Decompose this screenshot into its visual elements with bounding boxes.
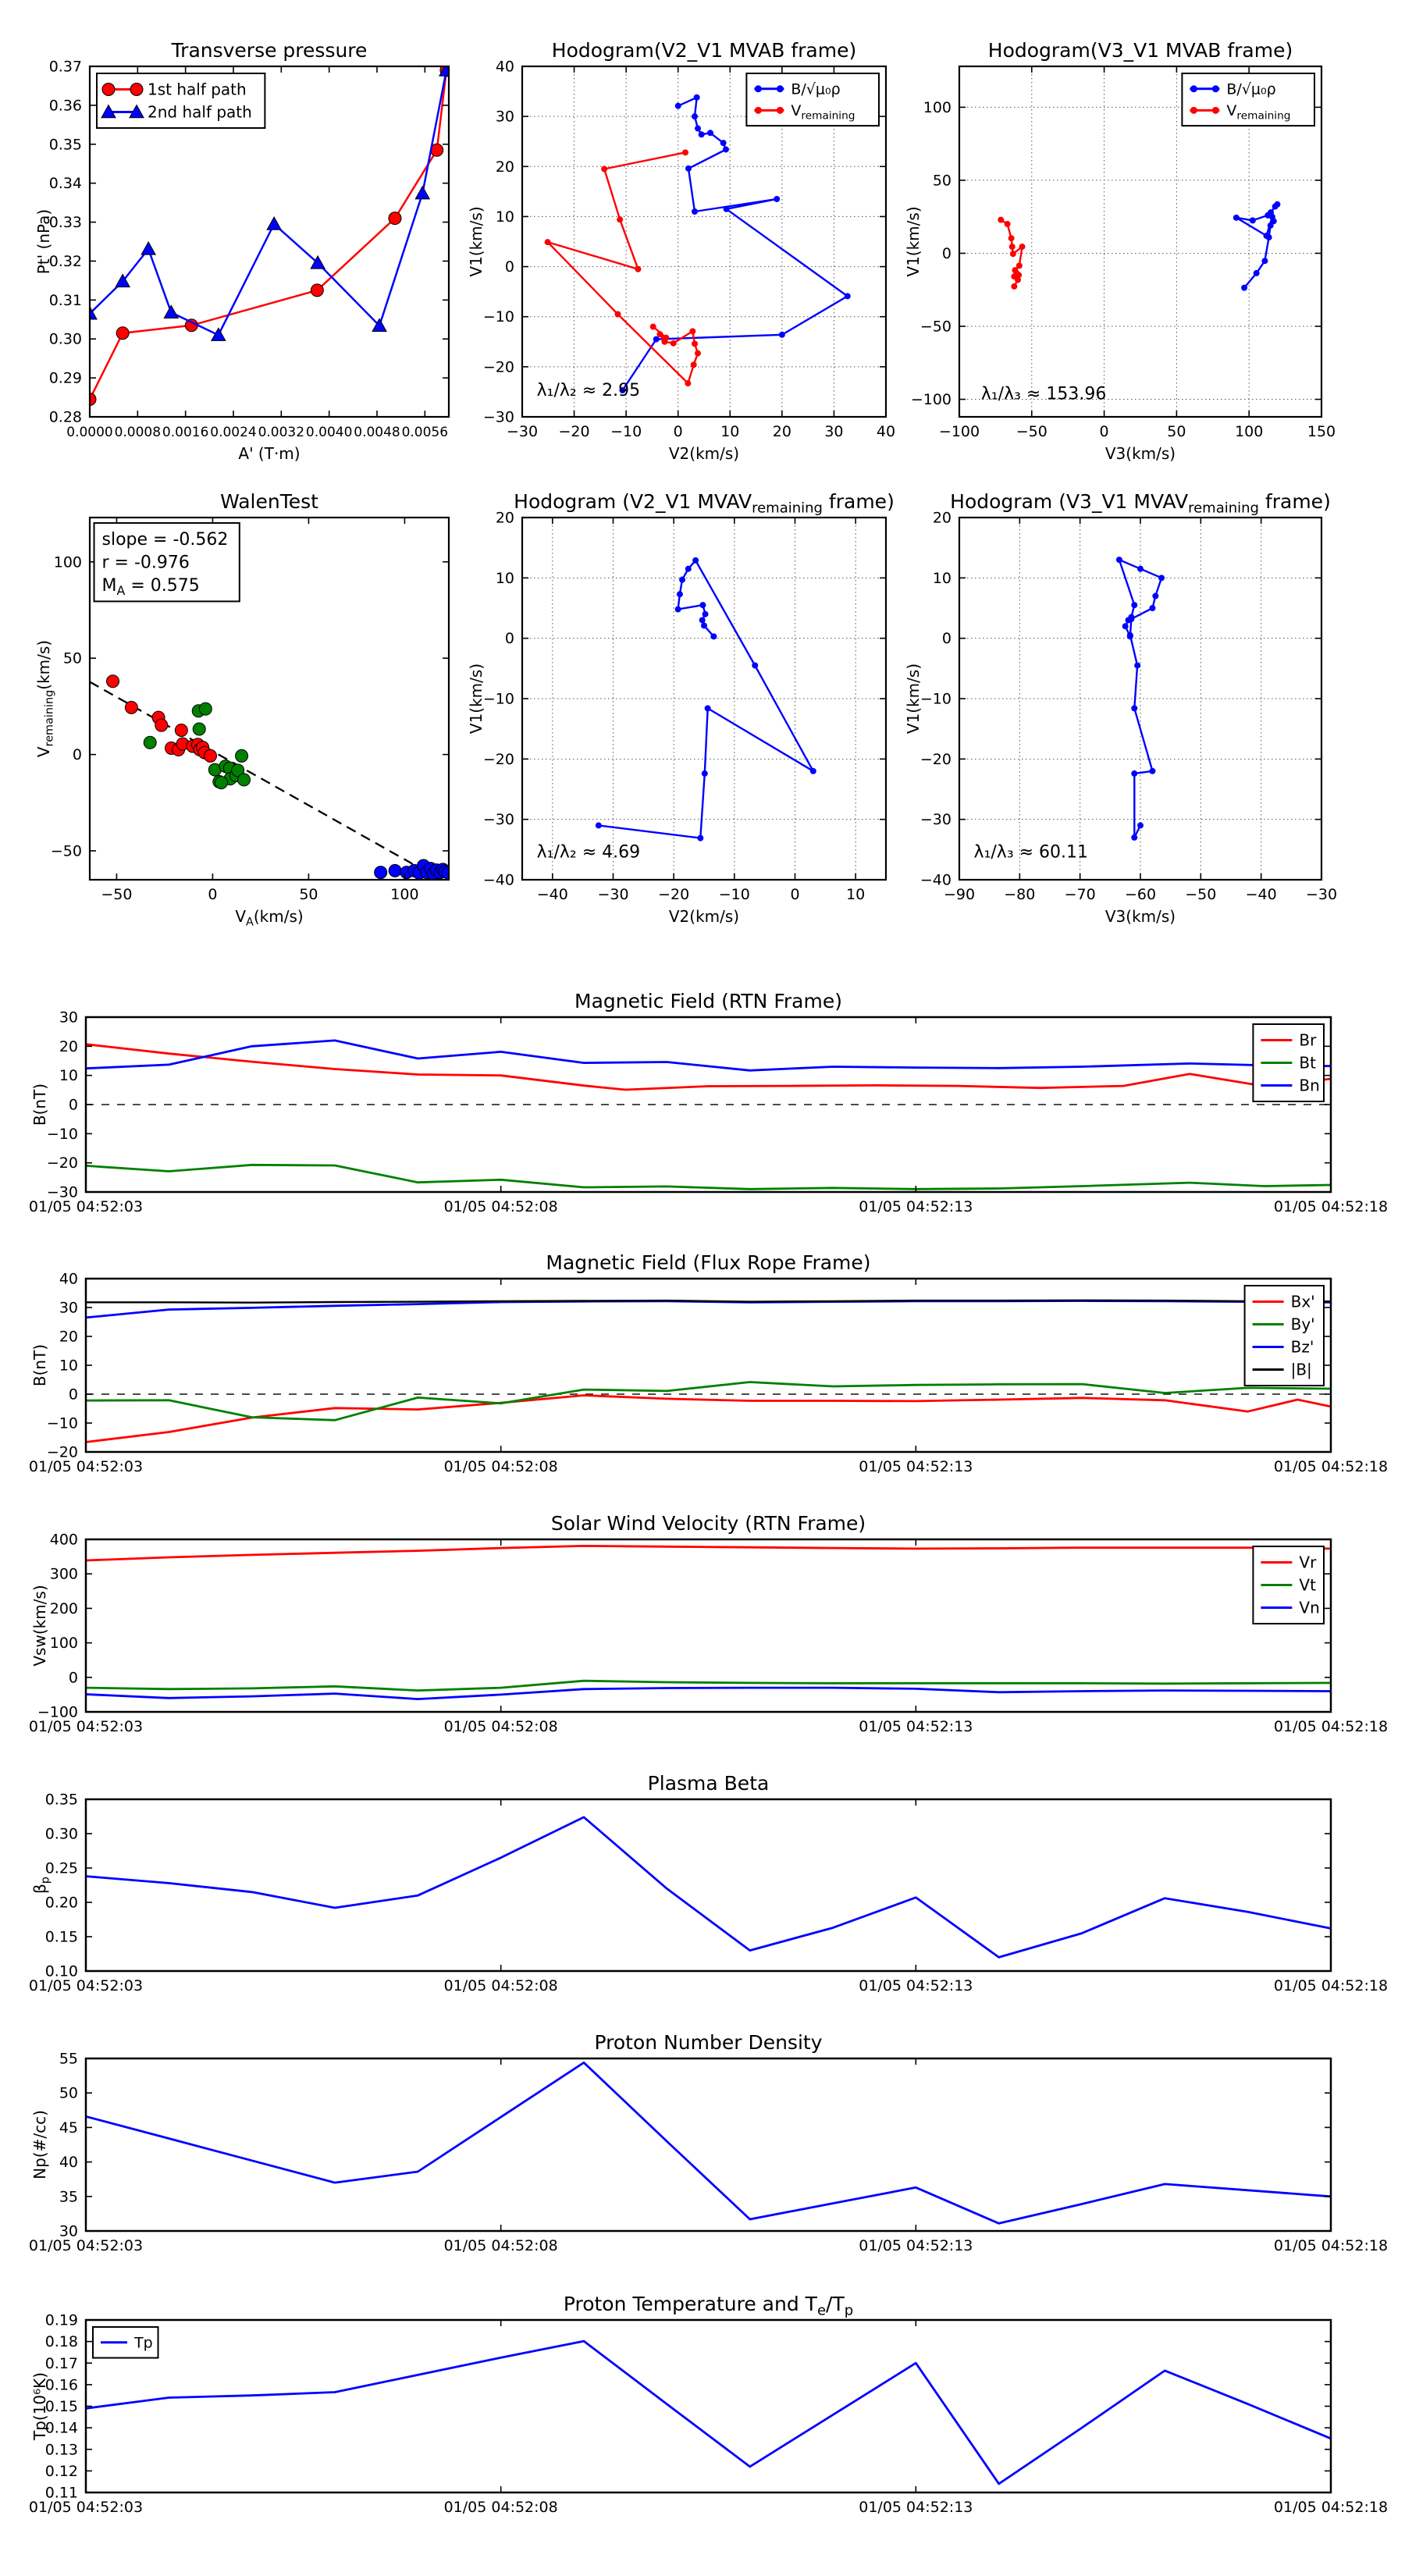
svg-text:Vremaining: $V_{remaining}$ [1226, 102, 1291, 123]
svg-text:λ₁/λ₃ ≈ 60.11: λ₁/λ₃ ≈ 60.11 [973, 842, 1089, 863]
svg-text:01/05 04:52:18: 01/05 04:52:18 [1273, 1198, 1389, 1215]
svg-text:01/05 04:52:18: 01/05 04:52:18 [1273, 1458, 1389, 1475]
svg-text:10: 10 [495, 569, 514, 587]
chart-hodogram-v2v1-mvab [464, 39, 903, 463]
svg-text:01/05 04:52:03: 01/05 04:52:03 [28, 2499, 144, 2516]
chart-title: Proton Number Density [594, 2031, 823, 2054]
y-axis-label: V1(km/s) [467, 206, 486, 277]
series-v-hodogram [596, 557, 816, 841]
svg-text:40: 40 [495, 58, 514, 76]
svg-text:0: 0 [504, 630, 514, 648]
svg-text:0.16: 0.16 [44, 2376, 78, 2394]
svg-text:−30: −30 [46, 1183, 78, 1201]
svg-text:0.0008: 0.0008 [114, 425, 162, 440]
svg-text:0: 0 [208, 886, 218, 903]
svg-text:−10: −10 [46, 1125, 78, 1143]
legend [93, 2327, 158, 2358]
svg-text:0.0000: 0.0000 [66, 425, 113, 440]
plot-area [29, 2293, 1388, 2516]
plot-area [34, 39, 454, 463]
svg-text:−10: −10 [610, 423, 642, 440]
ticks-and-labels [29, 1009, 1388, 1216]
svg-text:λ₁/λ₃ ≈ 153.96: λ₁/λ₃ ≈ 153.96 [980, 384, 1107, 404]
chart-title: Hodogram (V3_V1 $MVAV_{remaining}$ frame) [950, 490, 1331, 517]
series-container [86, 1300, 1331, 1443]
chart-title: Solar Wind Velocity (RTN Frame) [550, 1512, 866, 1535]
legend [1253, 1546, 1324, 1624]
svg-text:01/05 04:52:08: 01/05 04:52:08 [443, 1718, 558, 1735]
legend [1182, 73, 1314, 126]
chart-solar-wind-velocity [20, 1512, 1389, 1747]
svg-text:10: 10 [932, 569, 951, 587]
series-b- [1233, 201, 1281, 291]
svg-text:−20: −20 [558, 423, 590, 440]
svg-text:100: 100 [49, 1635, 78, 1653]
y-axis-label: Pt' (nPa) [34, 208, 53, 275]
plot-area [34, 490, 455, 928]
svg-text:01/05 04:52:18: 01/05 04:52:18 [1273, 1977, 1389, 1994]
plot-area [29, 990, 1388, 1215]
svg-text:01/05 04:52:18: 01/05 04:52:18 [1273, 1718, 1389, 1735]
svg-text:30: 30 [59, 1299, 78, 1317]
svg-text:Vn: Vn [1299, 1598, 1320, 1617]
chart-title: Magnetic Field (RTN Frame) [574, 990, 842, 1012]
chart-title: Hodogram (V2_V1 $MVAV_{remaining}$ frame) [514, 490, 895, 517]
y-axis-label: Vsw(km/s) [30, 1585, 49, 1667]
svg-text:0.14: 0.14 [44, 2419, 78, 2437]
svg-text:−40: −40 [482, 871, 514, 889]
svg-text:100: 100 [1235, 423, 1264, 440]
svg-text:100: 100 [53, 553, 82, 571]
svg-text:−30: −30 [919, 811, 951, 829]
svg-text:0: 0 [72, 746, 82, 764]
svg-text:01/05 04:52:13: 01/05 04:52:13 [859, 1718, 973, 1735]
y-axis-label: Np(#/cc) [30, 2110, 49, 2179]
chart-svg-vsw_rtn [20, 1512, 1389, 1747]
svg-text:01/05 04:52:08: 01/05 04:52:08 [443, 1977, 558, 1994]
svg-text:0: 0 [941, 244, 951, 262]
svg-text:01/05 04:52:08: 01/05 04:52:08 [443, 1458, 558, 1475]
svg-text:−70: −70 [1064, 886, 1096, 903]
svg-text:0.25: 0.25 [44, 1859, 78, 1877]
svg-text:50: 50 [1167, 423, 1186, 440]
svg-text:0.0016: 0.0016 [162, 425, 209, 440]
svg-text:10: 10 [59, 1357, 78, 1375]
svg-text:−20: −20 [46, 1155, 78, 1172]
svg-text:20: 20 [59, 1328, 78, 1346]
ticks-and-labels [29, 2051, 1388, 2255]
chart-svg-b_fluxrope [20, 1251, 1389, 1487]
svg-text:−50: −50 [101, 886, 133, 903]
svg-text:r = -0.976: r = -0.976 [101, 553, 190, 573]
chart-svg-walen_test [31, 490, 466, 929]
chart-title: Hodogram(V2_V1 MVAB frame) [551, 39, 857, 62]
axes-spines [86, 1539, 1331, 1712]
svg-text:Bx': Bx' [1290, 1292, 1315, 1311]
series-container [86, 2062, 1331, 2223]
svg-text:−40: −40 [1245, 886, 1277, 903]
series-bt [86, 1165, 1331, 1189]
gridlines [522, 518, 886, 880]
chart-hodogram-v3v1-mvav [901, 490, 1339, 926]
svg-text:0.30: 0.30 [48, 330, 82, 348]
svg-text:0.0056: 0.0056 [401, 425, 449, 440]
chart-hodogram-v2v1-mvav [464, 490, 903, 926]
svg-text:−50: −50 [919, 318, 951, 336]
svg-text:50: 50 [59, 2084, 78, 2102]
plot-area [467, 490, 895, 926]
svg-text:01/05 04:52:18: 01/05 04:52:18 [1273, 2237, 1389, 2254]
svg-text:30: 30 [824, 423, 844, 440]
svg-text:Bt: Bt [1299, 1053, 1316, 1073]
svg-text:Vt: Vt [1299, 1575, 1316, 1595]
svg-text:0.37: 0.37 [48, 58, 82, 76]
y-axis-label: V1(km/s) [904, 663, 923, 735]
chart-magnetic-field-fluxrope [20, 1251, 1389, 1487]
svg-text:01/05 04:52:13: 01/05 04:52:13 [859, 1458, 973, 1475]
svg-text:−10: −10 [718, 886, 750, 903]
svg-text:−60: −60 [1124, 886, 1157, 903]
svg-text:B/√μ₀ρ: B/√μ₀ρ [791, 80, 841, 98]
svg-text:300: 300 [49, 1565, 78, 1583]
svg-text:−50: −50 [1016, 423, 1048, 440]
y-axis-label: B(nT) [30, 1343, 49, 1387]
plot-area [29, 1772, 1388, 1994]
svg-text:50: 50 [299, 886, 318, 903]
svg-text:−10: −10 [482, 690, 514, 708]
svg-text:150: 150 [1307, 423, 1336, 440]
series-container [998, 201, 1280, 291]
annotation [974, 843, 1089, 863]
svg-text:Br: Br [1299, 1030, 1317, 1050]
series-vremaining [998, 217, 1025, 290]
svg-text:0.10: 0.10 [44, 1962, 78, 1980]
chart-svg-hodogram_v3v1_mvav [901, 490, 1339, 926]
series-tp [86, 2341, 1331, 2484]
chart-title: Magnetic Field (Flux Rope Frame) [546, 1251, 871, 1274]
svg-text:0: 0 [1099, 423, 1109, 440]
svg-text:−80: −80 [1004, 886, 1036, 903]
series-container [86, 1817, 1331, 1958]
svg-text:0.29: 0.29 [48, 369, 82, 387]
chart-title: Hodogram(V3_V1 MVAB frame) [987, 39, 1293, 62]
svg-text:0.19: 0.19 [44, 2311, 78, 2329]
svg-text:Tp: Tp [134, 2334, 153, 2352]
annotation [981, 384, 1107, 404]
y-axis-label: V1(km/s) [467, 663, 486, 735]
series-container [86, 2341, 1331, 2484]
svg-text:50: 50 [932, 172, 951, 190]
svg-text:0.15: 0.15 [44, 2398, 78, 2415]
svg-text:0.33: 0.33 [48, 214, 82, 232]
svg-text:0.36: 0.36 [48, 97, 82, 115]
axes-spines [86, 1799, 1331, 1971]
series-boundary-points [375, 859, 455, 880]
svg-text:MA = 0.575: $M_A = 0.575$ [101, 575, 200, 598]
svg-text:0: 0 [790, 886, 800, 903]
y-axis-label: B(nT) [30, 1083, 49, 1126]
svg-text:30: 30 [59, 2222, 78, 2240]
svg-text:−20: −20 [658, 886, 690, 903]
svg-text:01/05 04:52:13: 01/05 04:52:13 [859, 1977, 973, 1994]
series-container [86, 1041, 1331, 1189]
svg-text:−30: −30 [597, 886, 629, 903]
svg-text:−90: −90 [943, 886, 976, 903]
chart-title: Transverse pressure [171, 39, 368, 62]
svg-text:0.28: 0.28 [48, 408, 82, 426]
svg-text:−40: −40 [919, 871, 951, 889]
svg-text:0.11: 0.11 [44, 2484, 78, 2502]
svg-text:200: 200 [49, 1599, 78, 1617]
chart-hodogram-v3v1-mvab [901, 39, 1339, 463]
series-container [545, 94, 851, 393]
chart-svg-hodogram_v2v1_mvav [464, 490, 903, 926]
svg-text:35: 35 [59, 2188, 78, 2206]
svg-text:20: 20 [59, 1037, 78, 1055]
svg-text:40: 40 [59, 1270, 78, 1288]
series-container [596, 557, 816, 841]
chart-title: WalenTest [220, 490, 318, 513]
svg-text:40: 40 [876, 423, 896, 440]
svg-text:0.34: 0.34 [48, 175, 82, 193]
svg-text:01/05 04:52:08: 01/05 04:52:08 [443, 2237, 558, 2254]
svg-text:01/05 04:52:03: 01/05 04:52:03 [28, 1458, 144, 1475]
svg-text:−10: −10 [919, 690, 951, 708]
svg-text:By': By' [1290, 1315, 1315, 1334]
svg-text:400: 400 [49, 1531, 78, 1549]
y-axis-label: Tp(10⁶K) [30, 2371, 49, 2441]
svg-text:01/05 04:52:18: 01/05 04:52:18 [1273, 2499, 1389, 2516]
chart-plasma-beta [20, 1772, 1389, 2006]
chart-svg-transverse_pressure [31, 39, 466, 463]
annotation [537, 381, 641, 400]
svg-text:−30: −30 [482, 811, 514, 829]
svg-text:slope = -0.562: slope = -0.562 [101, 529, 229, 550]
axes-spines [86, 1279, 1331, 1452]
svg-text:45: 45 [59, 2119, 78, 2137]
axes-spines [86, 2058, 1331, 2231]
svg-text:0.35: 0.35 [44, 1791, 78, 1809]
annotation [94, 523, 240, 601]
svg-text:20: 20 [495, 158, 514, 176]
svg-text:−100: −100 [938, 423, 980, 440]
svg-text:−20: −20 [919, 750, 951, 768]
svg-text:−10: −10 [46, 1414, 78, 1432]
series-bn [86, 1041, 1331, 1070]
svg-text:0.30: 0.30 [44, 1825, 78, 1843]
plot-area [29, 1512, 1388, 1735]
x-axis-label: A' (T·m) [238, 444, 301, 463]
svg-text:10: 10 [59, 1067, 78, 1085]
series-vremaining [545, 149, 701, 386]
chart-svg-proton_temp [20, 2293, 1389, 2528]
svg-text:0.35: 0.35 [48, 136, 82, 154]
svg-text:−20: −20 [46, 1443, 78, 1461]
svg-text:0.0024: 0.0024 [210, 425, 257, 440]
chart-walen-test [31, 490, 466, 929]
svg-text:10: 10 [495, 208, 514, 226]
plot-area [29, 2031, 1388, 2254]
svg-text:1st half path: 1st half path [148, 80, 247, 99]
svg-text:01/05 04:52:03: 01/05 04:52:03 [28, 1977, 144, 1994]
svg-text:0.12: 0.12 [44, 2462, 78, 2480]
svg-text:01/05 04:52:08: 01/05 04:52:08 [443, 2499, 558, 2516]
svg-text:−30: −30 [506, 423, 539, 440]
x-axis-label: V2(km/s) [668, 907, 740, 926]
svg-text:100: 100 [923, 98, 951, 116]
chart-svg-plasma_beta [20, 1772, 1389, 2006]
series-first-half-points [107, 675, 217, 763]
svg-text:30: 30 [495, 108, 514, 126]
svg-text:0: 0 [673, 423, 683, 440]
plot-area [29, 1251, 1388, 1475]
chart-svg-hodogram_v3v1_mvab [901, 39, 1339, 463]
svg-text:λ₁/λ₂ ≈ 2.95: λ₁/λ₂ ≈ 2.95 [536, 380, 641, 400]
x-axis-label: $V_A(km/s)$ [235, 907, 304, 929]
series-np [86, 2062, 1331, 2223]
svg-text:100: 100 [390, 886, 419, 903]
series-vr [86, 1546, 1331, 1560]
svg-text:−40: −40 [536, 886, 568, 903]
legend [97, 73, 265, 128]
svg-text:01/05 04:52:03: 01/05 04:52:03 [28, 2237, 144, 2254]
svg-text:−30: −30 [1305, 886, 1338, 903]
chart-title: Proton Temperature and $T_e/T_p$ [563, 2293, 854, 2319]
svg-text:0: 0 [68, 1669, 78, 1687]
svg-text:Bn: Bn [1299, 1076, 1320, 1095]
svg-text:0.32: 0.32 [48, 252, 82, 270]
svg-text:−100: −100 [37, 1703, 78, 1721]
svg-text:0.15: 0.15 [44, 1928, 78, 1946]
y-axis-label: $\beta_p$ [30, 1877, 52, 1894]
svg-text:0: 0 [68, 1096, 78, 1114]
x-axis-label: V3(km/s) [1104, 444, 1176, 463]
svg-text:01/05 04:52:13: 01/05 04:52:13 [859, 2237, 973, 2254]
legend [1253, 1024, 1324, 1101]
legend [746, 73, 879, 126]
svg-text:−100: −100 [910, 391, 951, 409]
chart-svg-b_rtn [20, 990, 1389, 1227]
series-vt [86, 1681, 1331, 1690]
svg-text:20: 20 [495, 509, 514, 527]
svg-text:40: 40 [59, 2154, 78, 2172]
chart-svg-proton_density [20, 2031, 1389, 2266]
plot-area [467, 39, 895, 463]
chart-magnetic-field-rtn [20, 990, 1389, 1227]
legend [1245, 1286, 1324, 1386]
chart-svg-hodogram_v2v1_mvab [464, 39, 903, 463]
x-axis-label: V2(km/s) [668, 444, 740, 463]
annotation [537, 843, 641, 863]
svg-text:01/05 04:52:03: 01/05 04:52:03 [28, 1718, 144, 1735]
svg-text:20: 20 [932, 509, 951, 527]
axes-spines [86, 2320, 1331, 2492]
svg-text:0.18: 0.18 [44, 2333, 78, 2351]
svg-text:0: 0 [68, 1386, 78, 1404]
series-container [90, 675, 455, 884]
svg-text:0.17: 0.17 [44, 2354, 78, 2372]
svg-text:B/√μ₀ρ: B/√μ₀ρ [1226, 80, 1276, 98]
y-axis-label: $V_{remaining}(km/s)$ [34, 639, 56, 758]
svg-text:01/05 04:52:03: 01/05 04:52:03 [28, 1198, 144, 1215]
series-vn [86, 1688, 1331, 1699]
series-beta-p [86, 1817, 1331, 1958]
svg-text:|B|: |B| [1290, 1360, 1312, 1379]
svg-text:0.0032: 0.0032 [258, 425, 305, 440]
svg-text:01/05 04:52:08: 01/05 04:52:08 [443, 1198, 558, 1215]
chart-proton-density [20, 2031, 1389, 2266]
ticks-and-labels [29, 2312, 1388, 2517]
svg-text:50: 50 [62, 649, 82, 667]
series-fit-line [90, 682, 449, 884]
svg-text:Vremaining: $V_{remaining}$ [791, 102, 855, 123]
svg-text:0.0040: 0.0040 [305, 425, 353, 440]
svg-text:Bz': Bz' [1290, 1337, 1314, 1357]
svg-text:λ₁/λ₂ ≈ 4.69: λ₁/λ₂ ≈ 4.69 [536, 842, 641, 863]
svg-text:0.31: 0.31 [48, 291, 82, 309]
svg-text:01/05 04:52:13: 01/05 04:52:13 [859, 1198, 973, 1215]
svg-text:2nd half path: 2nd half path [148, 102, 252, 122]
svg-text:0: 0 [941, 630, 951, 648]
svg-text:Vr: Vr [1299, 1553, 1317, 1572]
chart-title: Plasma Beta [647, 1772, 770, 1795]
ticks-and-labels [29, 1791, 1388, 1995]
svg-text:10: 10 [720, 423, 740, 440]
svg-text:−50: −50 [50, 842, 82, 860]
svg-text:10: 10 [846, 886, 866, 903]
svg-text:20: 20 [772, 423, 791, 440]
svg-text:0: 0 [504, 258, 514, 276]
ticks-and-labels [29, 1532, 1388, 1736]
series-container [86, 1546, 1331, 1699]
svg-text:−10: −10 [482, 308, 514, 326]
svg-text:0.20: 0.20 [44, 1894, 78, 1912]
y-axis-label: V1(km/s) [904, 206, 923, 277]
svg-text:−20: −20 [482, 750, 514, 768]
svg-text:0.0048: 0.0048 [354, 425, 400, 440]
x-axis-label: V3(km/s) [1104, 907, 1176, 926]
svg-text:0.13: 0.13 [44, 2441, 78, 2459]
svg-text:−50: −50 [1185, 886, 1217, 903]
svg-text:−20: −20 [482, 358, 514, 376]
chart-transverse-pressure [31, 39, 466, 463]
svg-text:30: 30 [59, 1009, 78, 1026]
svg-text:01/05 04:52:13: 01/05 04:52:13 [859, 2499, 973, 2516]
svg-text:−30: −30 [482, 408, 514, 426]
chart-proton-temperature [20, 2293, 1389, 2528]
svg-text:55: 55 [59, 2050, 78, 2068]
plot-area [904, 490, 1337, 926]
plot-area [904, 39, 1336, 463]
